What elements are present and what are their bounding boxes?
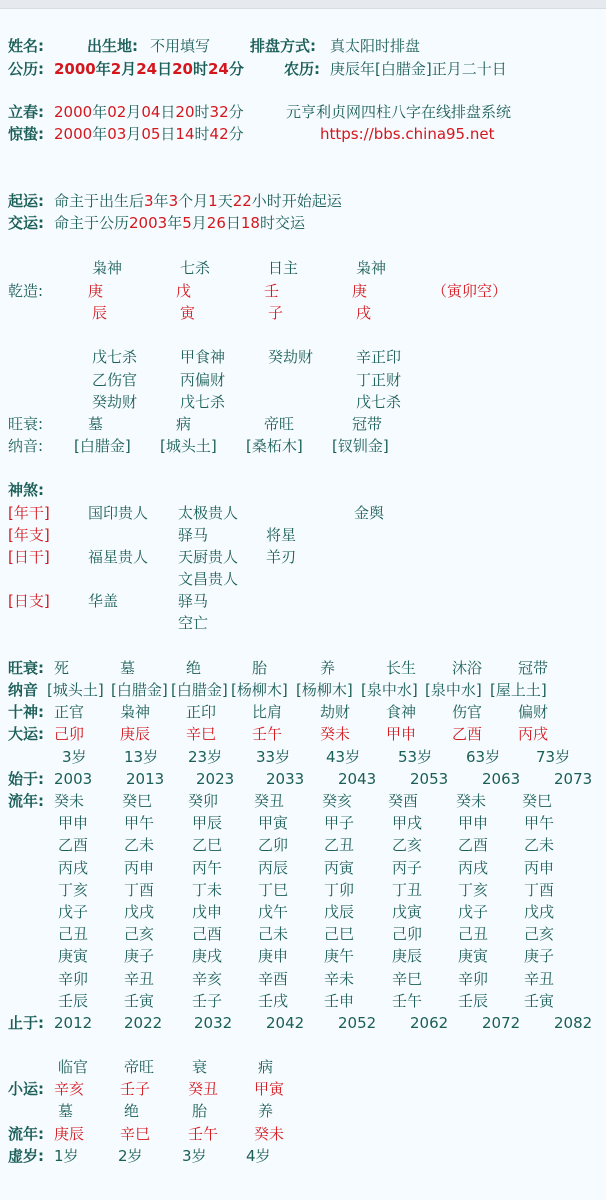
dayun-end-year-cell: 2032 bbox=[194, 1014, 233, 1032]
shensha-item: 文昌贵人 bbox=[178, 570, 239, 588]
jiaoyun-text-1: 命主于公历 bbox=[54, 214, 130, 232]
dayun-end-year-cell: 2072 bbox=[482, 1014, 521, 1032]
gan-day: 壬 bbox=[264, 282, 280, 300]
dayun-start-label: 始于: bbox=[8, 770, 44, 788]
liunian-cell: 壬寅 bbox=[524, 991, 555, 1010]
dayun-shishen-cell: 比肩 bbox=[252, 703, 283, 721]
dayun-start-year-cell: 2013 bbox=[126, 770, 165, 788]
liunian-cell: 乙未 bbox=[124, 836, 155, 855]
dayun-start-year-cell: 2063 bbox=[482, 770, 521, 788]
liunian-cell: 丙申 bbox=[524, 858, 555, 877]
solar-label: 公历: bbox=[8, 60, 44, 78]
liunian-cell: 丁卯 bbox=[324, 880, 355, 899]
liunian-cell: 戊申 bbox=[192, 903, 223, 921]
qiyun-months: 3 bbox=[168, 192, 179, 210]
shensha-item: 天厨贵人 bbox=[178, 548, 239, 566]
bazi-nayin-hour: [钗钏金] bbox=[332, 437, 389, 455]
liunian-cell: 戊午 bbox=[258, 903, 289, 921]
lichun-hour-unit: 时 bbox=[194, 103, 210, 121]
jingzhe-hour: 14 bbox=[175, 125, 195, 143]
jingzhe-hour-unit: 时 bbox=[194, 125, 210, 143]
jiaoyun-label: 交运: bbox=[8, 214, 44, 232]
site-title: 元亨利贞网四柱八字在线排盘系统 bbox=[286, 103, 512, 121]
jingzhe-minute: 42 bbox=[209, 125, 229, 143]
xiaoyun-top-cell: 临官 bbox=[58, 1058, 89, 1076]
lichun-minute-unit: 分 bbox=[228, 103, 244, 121]
liunian-cell: 甲午 bbox=[124, 814, 155, 833]
liunian-cell: 甲子 bbox=[324, 814, 355, 833]
qiyun-text-1: 命主于出生后 bbox=[54, 192, 145, 210]
qiyun-text-3: 个月 bbox=[178, 192, 209, 210]
dayun-shishen-cell: 食神 bbox=[386, 703, 417, 721]
liunian-cell: 戊戌 bbox=[524, 903, 555, 921]
dayun-start-year-cell: 2023 bbox=[196, 770, 235, 788]
jingzhe-month: 03 bbox=[107, 125, 127, 143]
xiaoyun-top-cell: 帝旺 bbox=[124, 1058, 155, 1076]
dayun-ganzhi-cell: 丙戌 bbox=[518, 725, 549, 743]
dayun-end-year-cell: 2062 bbox=[410, 1014, 449, 1032]
dayun-end-label: 止于: bbox=[8, 1014, 44, 1032]
solar-minute: 24 bbox=[208, 60, 229, 78]
canggan-month-2: 丙偏财 bbox=[180, 371, 226, 389]
liunian-cell: 辛酉 bbox=[258, 969, 289, 988]
bazi-wangshuai-label: 旺衰: bbox=[8, 415, 44, 433]
xiaoyun-liunian-cell: 癸未 bbox=[254, 1125, 285, 1143]
liunian-cell: 丙辰 bbox=[258, 858, 289, 877]
xiaoyun-label: 小运: bbox=[8, 1080, 44, 1098]
liunian-cell: 乙亥 bbox=[392, 836, 423, 855]
dayun-label: 大运: bbox=[8, 725, 44, 743]
liunian-cell: 丁未 bbox=[192, 880, 223, 899]
xiaoyun-ganzhi-cell: 甲寅 bbox=[254, 1080, 285, 1098]
birthplace-label: 出生地: bbox=[87, 37, 138, 55]
liunian-cell: 癸未 bbox=[54, 792, 85, 810]
jiaoyun-value bbox=[54, 213, 305, 233]
shishen-year: 枭神 bbox=[92, 259, 123, 277]
dayun-shishen-label: 十神: bbox=[8, 703, 44, 721]
xiaoyun-top-cell: 衰 bbox=[192, 1058, 208, 1076]
liunian-cell: 乙酉 bbox=[58, 836, 89, 855]
jiaoyun-text-3: 月 bbox=[191, 214, 207, 232]
method-label: 排盘方式: bbox=[250, 37, 316, 55]
liunian-cell: 戊子 bbox=[458, 903, 489, 921]
qiyun-label: 起运: bbox=[8, 192, 44, 210]
solar-day: 24 bbox=[136, 60, 158, 78]
liunian-cell: 丁亥 bbox=[58, 880, 89, 899]
jingzhe-label: 惊蛰: bbox=[8, 125, 44, 143]
liunian-cell: 甲寅 bbox=[258, 814, 289, 833]
gan-month: 戊 bbox=[176, 282, 192, 300]
liunian-cell: 丁丑 bbox=[392, 880, 423, 899]
liunian-cell: 己卯 bbox=[392, 925, 423, 944]
dayun-age-cell: 3岁 bbox=[62, 748, 87, 766]
lichun-month: 02 bbox=[107, 103, 127, 121]
bazi-nayin-year: [白腊金] bbox=[74, 437, 131, 455]
xiaoyun-bottom-cell: 绝 bbox=[124, 1102, 140, 1120]
shishen-day: 日主 bbox=[268, 259, 299, 277]
lichun-day-unit: 日 bbox=[160, 103, 176, 121]
liunian-cell: 丁巳 bbox=[258, 880, 289, 899]
zhi-hour: 戌 bbox=[356, 304, 372, 322]
jiaoyun-month: 5 bbox=[182, 214, 192, 232]
dayun-wangshuai-cell: 沐浴 bbox=[452, 659, 483, 677]
dayun-shishen-cell: 枭神 bbox=[120, 703, 151, 721]
liunian-cell: 辛丑 bbox=[124, 969, 155, 988]
dayun-nayin-cell: [泉中水] bbox=[425, 681, 482, 699]
kongwang: （寅卯空） bbox=[432, 282, 508, 300]
liunian-cell: 辛未 bbox=[324, 969, 355, 988]
canggan-hour-2: 丁正财 bbox=[356, 371, 402, 389]
liunian-cell: 丁亥 bbox=[458, 880, 489, 899]
xusui-cell: 3岁 bbox=[182, 1147, 207, 1165]
liunian-cell: 丙申 bbox=[124, 858, 155, 877]
xiaoyun-top-cell: 病 bbox=[258, 1058, 274, 1076]
liunian-cell: 己丑 bbox=[458, 925, 489, 944]
canggan-year-3: 癸劫财 bbox=[92, 393, 138, 411]
dayun-nayin-cell: [白腊金] bbox=[111, 681, 168, 699]
jingzhe-year: 2000 bbox=[54, 125, 93, 143]
zhi-day: 子 bbox=[268, 304, 284, 322]
dayun-nayin-cell: [屋上土] bbox=[490, 681, 547, 699]
dayun-shishen-cell: 正官 bbox=[54, 703, 85, 721]
dayun-age-cell: 33岁 bbox=[256, 748, 291, 766]
liunian-cell: 戊戌 bbox=[124, 903, 155, 921]
xusui-label: 虚岁: bbox=[8, 1147, 44, 1165]
dayun-shishen-cell: 劫财 bbox=[320, 703, 351, 721]
jingzhe-day: 05 bbox=[141, 125, 161, 143]
dayun-ganzhi-cell: 己卯 bbox=[54, 725, 85, 743]
dayun-wangshuai-label: 旺衰: bbox=[8, 659, 44, 677]
name-label: 姓名: bbox=[8, 37, 44, 55]
liunian-cell: 甲辰 bbox=[192, 814, 223, 833]
solar-hour-unit: 时 bbox=[192, 60, 208, 78]
liunian-cell: 癸未 bbox=[456, 792, 487, 810]
liunian-cell: 壬申 bbox=[324, 991, 355, 1010]
liunian-cell: 庚申 bbox=[258, 947, 289, 966]
xiaoyun-liunian-cell: 辛巳 bbox=[120, 1125, 151, 1143]
liunian-cell: 壬午 bbox=[392, 991, 423, 1010]
liunian-cell: 壬辰 bbox=[58, 991, 89, 1010]
liunian-cell: 丙午 bbox=[192, 858, 223, 877]
shishen-hour: 枭神 bbox=[356, 259, 387, 277]
xiaoyun-ganzhi-cell: 癸丑 bbox=[188, 1080, 219, 1098]
shensha-item: 太极贵人 bbox=[178, 504, 239, 522]
dayun-start-year-cell: 2053 bbox=[410, 770, 449, 788]
dayun-wangshuai-cell: 胎 bbox=[252, 659, 268, 677]
liunian-cell: 庚戌 bbox=[192, 947, 223, 966]
xiaoyun-liunian-cell: 壬午 bbox=[188, 1125, 219, 1143]
dayun-nayin-cell: [杨柳木] bbox=[296, 681, 353, 699]
liunian-cell: 辛亥 bbox=[192, 969, 223, 988]
liunian-cell: 辛巳 bbox=[392, 969, 423, 988]
xusui-cell: 2岁 bbox=[118, 1147, 143, 1165]
dayun-nayin-cell: [杨柳木] bbox=[231, 681, 288, 699]
bazi-label: 乾造: bbox=[8, 282, 44, 300]
canggan-month-3: 戊七杀 bbox=[180, 393, 226, 411]
dayun-nayin-cell: [城头土] bbox=[47, 681, 104, 699]
shensha-nian-zhi-label: [年支] bbox=[8, 526, 50, 544]
jingzhe-minute-unit: 分 bbox=[228, 125, 244, 143]
browser-top-bar bbox=[0, 0, 606, 9]
xiaoyun-bottom-cell: 养 bbox=[258, 1102, 274, 1120]
method-value: 真太阳时排盘 bbox=[330, 37, 421, 55]
lichun-year-unit: 年 bbox=[92, 103, 108, 121]
liunian-cell: 己未 bbox=[258, 925, 289, 944]
dayun-ganzhi-cell: 庚辰 bbox=[120, 725, 151, 743]
shensha-label: 神煞: bbox=[8, 481, 44, 499]
liunian-cell: 癸巳 bbox=[522, 792, 553, 810]
dayun-ganzhi-cell: 乙酉 bbox=[452, 725, 483, 743]
dayun-start-year-cell: 2073 bbox=[554, 770, 593, 788]
solar-date bbox=[54, 59, 244, 79]
liunian-cell: 壬戌 bbox=[258, 991, 289, 1010]
dayun-end-year-cell: 2012 bbox=[54, 1014, 93, 1032]
lichun-minute: 32 bbox=[209, 103, 229, 121]
site-url-link[interactable]: https://bbs.china95.net bbox=[320, 125, 495, 143]
dayun-wangshuai-cell: 墓 bbox=[120, 659, 136, 677]
xusui-cell: 4岁 bbox=[246, 1147, 271, 1165]
xiaoyun-liunian-label: 流年: bbox=[8, 1125, 44, 1143]
jingzhe-month-unit: 月 bbox=[126, 125, 142, 143]
shensha-item: 驿马 bbox=[178, 592, 209, 610]
dayun-wangshuai-cell: 长生 bbox=[386, 659, 417, 677]
liunian-cell: 乙丑 bbox=[324, 836, 355, 855]
liunian-cell: 甲申 bbox=[58, 814, 89, 833]
liunian-cell: 丙戌 bbox=[458, 858, 489, 877]
canggan-year-2: 乙伤官 bbox=[92, 371, 138, 389]
canggan-year-1: 戊七杀 bbox=[92, 348, 138, 366]
liunian-cell: 丙寅 bbox=[324, 858, 355, 877]
dayun-age-cell: 63岁 bbox=[466, 748, 501, 766]
solar-month-unit: 月 bbox=[121, 60, 137, 78]
xiaoyun-bottom-cell: 胎 bbox=[192, 1102, 208, 1120]
liunian-cell: 癸卯 bbox=[188, 792, 219, 810]
dayun-wangshuai-cell: 绝 bbox=[186, 659, 202, 677]
lunar-label: 农历: bbox=[284, 60, 320, 78]
liunian-cell: 己丑 bbox=[58, 925, 89, 944]
shensha-item: 将星 bbox=[266, 526, 297, 544]
dayun-nayin-cell: [白腊金] bbox=[171, 681, 228, 699]
liunian-cell: 己酉 bbox=[192, 925, 223, 944]
dayun-nayin-label: 纳音 bbox=[8, 681, 39, 699]
liunian-cell: 戊寅 bbox=[392, 903, 423, 921]
bazi-nayin-day: [桑柘木] bbox=[246, 437, 303, 455]
jiaoyun-day: 26 bbox=[206, 214, 226, 232]
bazi-wangshuai-hour: 冠带 bbox=[352, 415, 383, 433]
liunian-cell: 甲戌 bbox=[392, 814, 423, 833]
liunian-cell: 辛卯 bbox=[58, 969, 89, 988]
jiaoyun-hour: 18 bbox=[240, 214, 260, 232]
liunian-cell: 戊子 bbox=[58, 903, 89, 921]
dayun-start-year-cell: 2043 bbox=[338, 770, 377, 788]
dayun-age-cell: 43岁 bbox=[326, 748, 361, 766]
liunian-cell: 丁酉 bbox=[524, 880, 555, 899]
bazi-nayin-label: 纳音: bbox=[8, 437, 44, 455]
liunian-cell: 己亥 bbox=[524, 925, 555, 944]
liunian-cell: 庚子 bbox=[124, 947, 155, 966]
lunar-value: 庚辰年[白腊金]正月二十日 bbox=[330, 60, 507, 78]
solar-minute-unit: 分 bbox=[228, 60, 244, 78]
dayun-end-year-cell: 2042 bbox=[266, 1014, 305, 1032]
xiaoyun-ganzhi-cell: 壬子 bbox=[120, 1080, 151, 1098]
dayun-ganzhi-cell: 癸未 bbox=[320, 725, 351, 743]
jiaoyun-text-4: 日 bbox=[225, 214, 241, 232]
shensha-item: 羊刃 bbox=[266, 548, 297, 566]
qiyun-value bbox=[54, 191, 342, 211]
dayun-ganzhi-cell: 辛巳 bbox=[186, 725, 217, 743]
zhi-month: 寅 bbox=[180, 304, 196, 322]
liunian-cell: 甲申 bbox=[458, 814, 489, 833]
dayun-age-cell: 13岁 bbox=[124, 748, 159, 766]
jingzhe-value bbox=[54, 124, 244, 144]
liunian-cell: 丙戌 bbox=[58, 858, 89, 877]
jiaoyun-text-2: 年 bbox=[167, 214, 183, 232]
qiyun-days: 1 bbox=[208, 192, 218, 210]
solar-year: 2000 bbox=[54, 60, 96, 78]
dayun-age-cell: 53岁 bbox=[398, 748, 433, 766]
zhi-year: 辰 bbox=[92, 304, 108, 322]
dayun-shishen-cell: 正印 bbox=[186, 703, 217, 721]
qiyun-hours: 22 bbox=[232, 192, 252, 210]
canggan-day-1: 癸劫财 bbox=[268, 348, 314, 366]
qiyun-years: 3 bbox=[144, 192, 154, 210]
jiaoyun-text-5: 时交运 bbox=[259, 214, 305, 232]
liunian-cell: 甲午 bbox=[524, 814, 555, 833]
liunian-cell: 乙酉 bbox=[458, 836, 489, 855]
solar-day-unit: 日 bbox=[157, 60, 173, 78]
shensha-item: 驿马 bbox=[178, 526, 209, 544]
liunian-cell: 庚寅 bbox=[458, 947, 489, 966]
qiyun-text-2: 年 bbox=[153, 192, 169, 210]
xiaoyun-ganzhi-cell: 辛亥 bbox=[54, 1080, 85, 1098]
jingzhe-year-unit: 年 bbox=[92, 125, 108, 143]
dayun-ganzhi-cell: 壬午 bbox=[252, 725, 283, 743]
lichun-year: 2000 bbox=[54, 103, 93, 121]
gan-year: 庚 bbox=[88, 282, 104, 300]
liunian-cell: 癸丑 bbox=[254, 792, 285, 810]
liunian-cell: 庚子 bbox=[524, 947, 555, 966]
liunian-cell: 乙巳 bbox=[192, 836, 223, 855]
liunian-cell: 丁酉 bbox=[124, 880, 155, 899]
dayun-end-year-cell: 2082 bbox=[554, 1014, 593, 1032]
shishen-month: 七杀 bbox=[180, 259, 211, 277]
canggan-month-1: 甲食神 bbox=[180, 348, 226, 366]
gan-hour: 庚 bbox=[352, 282, 368, 300]
shensha-item: 福星贵人 bbox=[88, 548, 149, 566]
dayun-start-year-cell: 2033 bbox=[266, 770, 305, 788]
liunian-cell: 丙子 bbox=[392, 858, 423, 877]
shensha-item: 国印贵人 bbox=[88, 504, 149, 522]
xiaoyun-liunian-cell: 庚辰 bbox=[54, 1125, 85, 1143]
solar-hour: 20 bbox=[172, 60, 193, 78]
solar-year-unit: 年 bbox=[95, 60, 111, 78]
bazi-wangshuai-day: 帝旺 bbox=[264, 415, 295, 433]
liunian-cell: 癸巳 bbox=[122, 792, 153, 810]
lichun-hour: 20 bbox=[175, 103, 195, 121]
solar-month: 2 bbox=[110, 60, 122, 78]
dayun-shishen-cell: 伤官 bbox=[452, 703, 483, 721]
liunian-cell: 壬辰 bbox=[458, 991, 489, 1010]
jingzhe-day-unit: 日 bbox=[160, 125, 176, 143]
dayun-nayin-cell: [泉中水] bbox=[361, 681, 418, 699]
qiyun-text-4: 天 bbox=[217, 192, 233, 210]
dayun-wangshuai-cell: 冠带 bbox=[518, 659, 549, 677]
liunian-cell: 己亥 bbox=[124, 925, 155, 944]
liunian-cell: 庚寅 bbox=[58, 947, 89, 966]
dayun-wangshuai-cell: 养 bbox=[320, 659, 336, 677]
dayun-ganzhi-cell: 甲申 bbox=[386, 725, 417, 743]
shensha-ri-gan-label: [日干] bbox=[8, 548, 50, 566]
liunian-cell: 庚午 bbox=[324, 947, 355, 966]
liunian-cell: 癸酉 bbox=[388, 792, 419, 810]
liunian-cell: 壬子 bbox=[192, 991, 223, 1010]
liunian-cell: 庚辰 bbox=[392, 947, 423, 966]
liunian-cell: 癸亥 bbox=[322, 792, 353, 810]
dayun-end-year-cell: 2022 bbox=[124, 1014, 163, 1032]
liunian-cell: 辛卯 bbox=[458, 969, 489, 988]
shensha-ri-zhi-label: [日支] bbox=[8, 592, 50, 610]
dayun-liunian-label: 流年: bbox=[8, 792, 44, 810]
lichun-day: 04 bbox=[141, 103, 161, 121]
shensha-nian-gan-label: [年干] bbox=[8, 504, 50, 522]
bazi-nayin-month: [城头土] bbox=[160, 437, 217, 455]
lichun-value bbox=[54, 102, 244, 122]
bazi-wangshuai-month: 病 bbox=[176, 415, 192, 433]
lichun-month-unit: 月 bbox=[126, 103, 142, 121]
liunian-cell: 戊辰 bbox=[324, 903, 355, 921]
liunian-cell: 己巳 bbox=[324, 925, 355, 944]
dayun-wangshuai-cell: 死 bbox=[54, 659, 70, 677]
xiaoyun-bottom-cell: 墓 bbox=[58, 1102, 74, 1120]
bazi-wangshuai-year: 墓 bbox=[88, 415, 104, 433]
liunian-cell: 辛丑 bbox=[524, 969, 555, 988]
lichun-label: 立春: bbox=[8, 103, 44, 121]
liunian-cell: 乙卯 bbox=[258, 836, 289, 855]
shensha-item: 金舆 bbox=[354, 504, 385, 522]
dayun-shishen-cell: 偏财 bbox=[518, 703, 549, 721]
shensha-item: 华盖 bbox=[88, 592, 119, 610]
canggan-hour-1: 辛正印 bbox=[356, 348, 402, 366]
qiyun-text-5: 小时开始起运 bbox=[251, 192, 342, 210]
canggan-hour-3: 戊七杀 bbox=[356, 393, 402, 411]
xusui-cell: 1岁 bbox=[54, 1147, 79, 1165]
dayun-age-cell: 73岁 bbox=[536, 748, 571, 766]
dayun-age-cell: 23岁 bbox=[188, 748, 223, 766]
dayun-end-year-cell: 2052 bbox=[338, 1014, 377, 1032]
liunian-cell: 乙未 bbox=[524, 836, 555, 855]
birthplace-value: 不用填写 bbox=[150, 37, 211, 55]
dayun-start-year-cell: 2003 bbox=[54, 770, 93, 788]
liunian-cell: 壬寅 bbox=[124, 991, 155, 1010]
jiaoyun-year: 2003 bbox=[129, 214, 168, 232]
shensha-item: 空亡 bbox=[178, 614, 209, 632]
